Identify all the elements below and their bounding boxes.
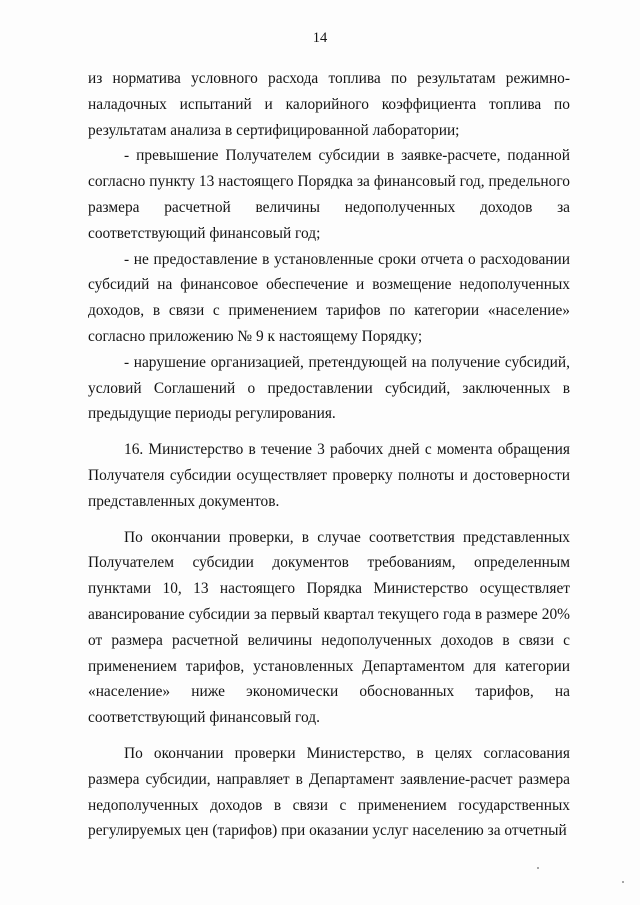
paragraph-item-16: 16. Министерство в течение 3 рабочих дней с момента обращения Получателя субсидии осуществляет проверку полноты и достоверности представленных документов.: [88, 441, 570, 510]
scan-speck: [622, 881, 624, 883]
paragraph-continuation: из норматива условного расхода топлива по результатам режимно-наладочных испытаний и калорийного коэффициента топлива по результатам анализа в сертифицированной лаборатории;: [88, 70, 570, 139]
paragraph-advance-payment: По окончании проверки, в случае соответствия представленных Получателем субсидии документов требованиям, определенным пунктами 10, 13 настоящего Порядка Министерство осуществляет авансирование субсидии за первый квартал текущего года в размере 20% от размера расчетной величины недополученных доходов в связи с применением тарифов, установленных Департаментом для категории «население» ниже экономически обоснованных тарифов, на соответствующий финансовый год.: [88, 528, 570, 727]
document-body: [88, 66, 570, 844]
scan-speck: [537, 867, 539, 869]
paragraph-agreement-violation: - нарушение организацией, претендующей на получение субсидий, условий Соглашений о предоставлении субсидий, заключенных в предыдущие периоды регулирования.: [88, 353, 570, 423]
paragraph-report-not-provided: - не предоставление в установленные сроки отчета о расходовании субсидий на финансовое обеспечение и возмещение недополученных доходов, в связи с применением тарифов по категории «население» согласно приложению № 9 к настоящему Порядку;: [88, 250, 570, 345]
paragraph-exceeding-limit: - превышение Получателем субсидии в заявке-расчете, поданной согласно пункту 13 настоящего Порядка за финансовый год, предельного размера расчетной величины недополученных доходов за соответствующий финансовый год;: [88, 147, 570, 242]
paragraph-subsidy-approval: По окончании проверки Министерство, в целях согласования размера субсидии, направляет в Департамент заявление-расчет размера недополученных доходов в связи с применением государственных регулируемых цен (тарифов) при оказании услуг населению за отчетный: [88, 744, 570, 840]
page-number: 14: [312, 30, 328, 46]
